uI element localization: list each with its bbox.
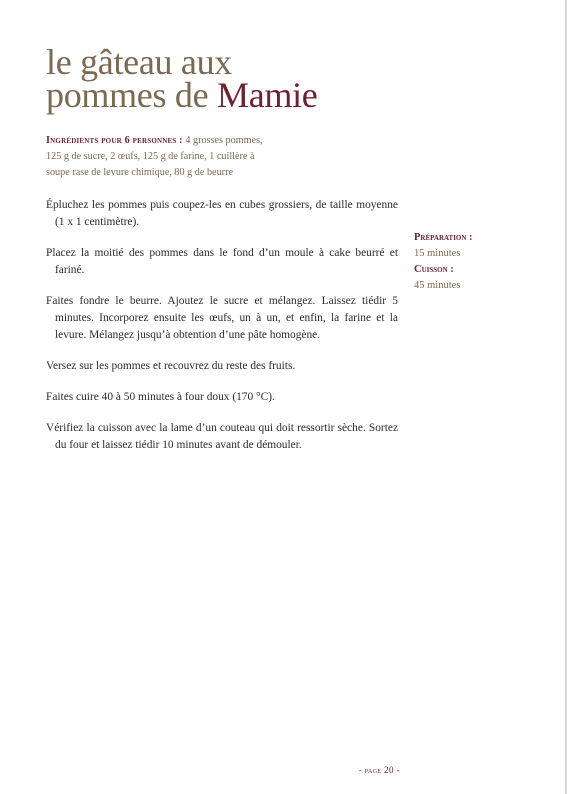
step-3: Faites fondre le beurre. Ajoutez le sucre et mélangez. Laissez tiédir 5 minutes. Incorporez ensuite les œufs, un à un, et enfin, la farine et la levure. Mélangez jusqu’à obtention d’une pâte homogène. bbox=[46, 295, 398, 341]
recipe-steps bbox=[46, 197, 398, 468]
title-accent: Mamie bbox=[216, 75, 318, 115]
title-line-1: le gâteau aux bbox=[46, 42, 232, 82]
cooking-value: 45 minutes bbox=[414, 280, 461, 291]
ingredients-line-3: soupe rase de levure chimique, 80 g de beurre bbox=[46, 167, 233, 178]
ingredients-label: Ingrédients pour 6 personnes : bbox=[46, 135, 183, 146]
cooking-label: Cuisson : bbox=[414, 264, 454, 275]
ingredients-line-2: 125 g de sucre, 2 œufs, 125 g de farine, 1 cuillère à bbox=[46, 151, 255, 162]
page-number: - page 20 - bbox=[358, 765, 400, 775]
time-sidebar bbox=[414, 230, 504, 294]
step-6: Vérifiez la cuisson avec la lame d’un couteau qui doit ressortir sèche. Sortez du four et laissez tiédir 10 minutes avant de démouler. bbox=[46, 422, 398, 451]
step-2: Placez la moitié des pommes dans le fond d’un moule à cake beurré et fariné. bbox=[46, 247, 398, 276]
ingredients-line-1: 4 grosses pommes, bbox=[185, 135, 263, 146]
step-4: Versez sur les pommes et recouvrez du reste des fruits. bbox=[46, 360, 296, 372]
title-line-2: pommes de bbox=[46, 75, 217, 115]
recipe-title bbox=[46, 42, 318, 115]
ingredients-block bbox=[46, 133, 346, 181]
preparation-value: 15 minutes bbox=[414, 248, 461, 259]
step-1: Épluchez les pommes puis coupez-les en cubes grossiers, de taille moyenne (1 x 1 centimètre). bbox=[46, 199, 398, 228]
step-5: Faites cuire 40 à 50 minutes à four doux (170 °C). bbox=[46, 391, 275, 403]
preparation-label: Préparation : bbox=[414, 232, 473, 243]
